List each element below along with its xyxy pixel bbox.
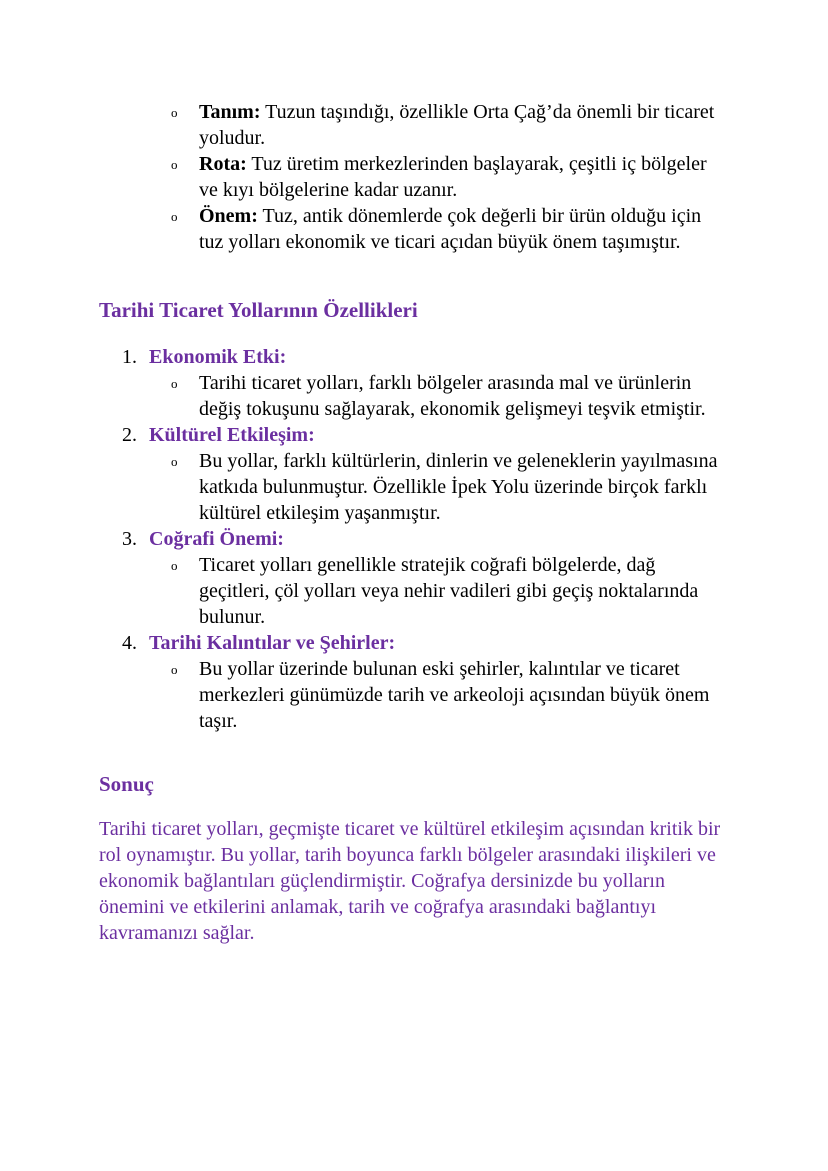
features-list bbox=[0, 344, 729, 734]
list-item bbox=[0, 656, 729, 734]
item-text: Bu yollar üzerinde bulunan eski şehirler, kalıntılar ve ticaret merkezleri günümüzde tarih ve arkeoloji açısından büyük önem taşır. bbox=[199, 658, 710, 732]
item-text: Tarihi ticaret yolları, farklı bölgeler arasında mal ve ürünlerin değiş tokuşunu sağlayarak, ekonomik gelişmeyi teşvik etmiştir. bbox=[199, 372, 706, 420]
item-label: Önem: bbox=[199, 205, 258, 227]
bullet-icon: o bbox=[171, 454, 178, 469]
feature-item bbox=[0, 526, 729, 630]
list-item bbox=[0, 99, 729, 151]
item-text: Ticaret yolları genellikle stratejik coğrafi bölgelerde, dağ geçitleri, çöl yolları veya nehir vadileri gibi geçiş noktalarında bulunur. bbox=[199, 554, 699, 628]
bullet-icon: o bbox=[171, 157, 178, 172]
feature-sublist bbox=[0, 552, 729, 630]
feature-title: Ekonomik Etki: bbox=[149, 346, 287, 368]
feature-title: Coğrafi Önemi: bbox=[149, 528, 284, 550]
feature-item bbox=[0, 344, 729, 422]
list-item bbox=[0, 552, 729, 630]
list-item bbox=[0, 448, 729, 526]
feature-number: 4. bbox=[122, 632, 137, 654]
feature-sublist bbox=[0, 656, 729, 734]
bullet-icon: o bbox=[171, 662, 178, 677]
bullet-icon: o bbox=[171, 376, 178, 391]
bullet-icon: o bbox=[171, 209, 178, 224]
bullet-icon: o bbox=[171, 105, 178, 120]
feature-title-row bbox=[0, 422, 729, 448]
feature-title-row bbox=[0, 630, 729, 656]
salt-route-list bbox=[0, 99, 729, 255]
feature-number: 2. bbox=[122, 424, 137, 446]
item-text: Bu yollar, farklı kültürlerin, dinlerin ve geleneklerin yayılmasına katkıda bulunmuştur. Özellikle İpek Yolu üzerinde birçok farklı kültürel etkileşim yaşanmıştır. bbox=[199, 450, 718, 524]
feature-title-row bbox=[0, 344, 729, 370]
item-label: Tanım: bbox=[199, 101, 261, 123]
feature-title-row bbox=[0, 526, 729, 552]
bullet-icon: o bbox=[171, 558, 178, 573]
feature-title: Tarihi Kalıntılar ve Şehirler: bbox=[149, 632, 396, 654]
item-text: Tuz, antik dönemlerde çok değerli bir ürün olduğu için tuz yolları ekonomik ve ticari açıdan büyük önem taşımıştır. bbox=[199, 205, 702, 253]
feature-item bbox=[0, 630, 729, 734]
feature-item bbox=[0, 422, 729, 526]
item-label: Rota: bbox=[199, 153, 247, 175]
feature-title: Kültürel Etkileşim: bbox=[149, 424, 315, 446]
list-item bbox=[0, 203, 729, 255]
item-text: Tuzun taşındığı, özellikle Orta Çağ’da önemli bir ticaret yoludur. bbox=[199, 101, 715, 149]
feature-number: 3. bbox=[122, 528, 137, 550]
list-item bbox=[0, 151, 729, 203]
feature-sublist bbox=[0, 370, 729, 422]
feature-number: 1. bbox=[122, 346, 137, 368]
list-item bbox=[0, 370, 729, 422]
conclusion-paragraph: Tarihi ticaret yolları, geçmişte ticaret ve kültürel etkileşim açısından kritik bir rol oynamıştır. Bu yollar, tarih boyunca farklı bölgeler arasındaki ilişkileri ve ekonomik bağlantıları güçlendirmiştir. Coğrafya dersinizde bu yolların önemini ve etkilerini anlamak, tarih ve coğrafya arasındaki bağlantıyı kavramanızı sağlar. bbox=[99, 818, 721, 944]
conclusion-heading: Sonuç bbox=[99, 772, 154, 796]
item-text: Tuz üretim merkezlerinden başlayarak, çeşitli iç bölgeler ve kıyı bölgelerine kadar uzanır. bbox=[199, 153, 707, 201]
feature-sublist bbox=[0, 448, 729, 526]
features-heading: Tarihi Ticaret Yollarının Özellikleri bbox=[99, 298, 418, 322]
